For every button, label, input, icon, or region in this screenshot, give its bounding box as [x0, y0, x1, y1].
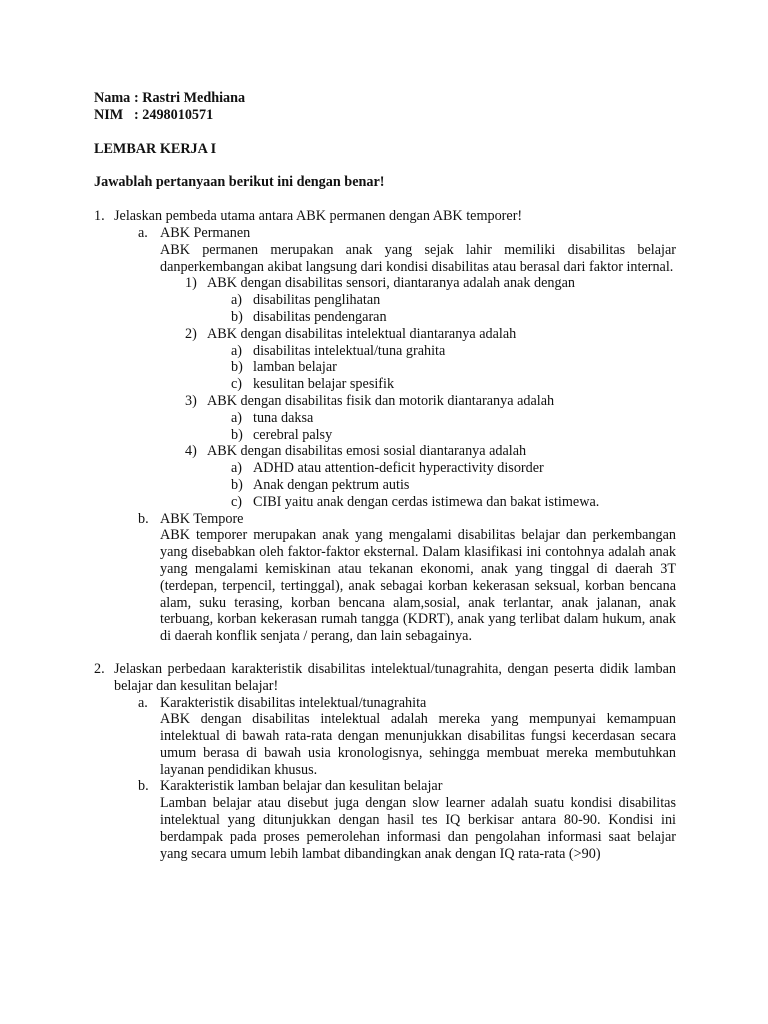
sub-item [94, 410, 676, 427]
sub-marker: a) [231, 292, 243, 309]
sub-marker: a) [231, 342, 243, 359]
sub-item [94, 292, 676, 309]
question-text: Jelaskan perbedaan karakteristik disabilitas intelektual/tunagrahita, dengan peserta didik lamban belajar dan kesulitan belajar! [114, 660, 676, 694]
sub-text: disabilitas pendengaran [253, 308, 387, 325]
section-title: Karakteristik lamban belajar dan kesulitan belajar [160, 778, 443, 795]
worksheet-title: LEMBAR KERJA I [94, 140, 217, 157]
section-marker: a. [138, 224, 148, 241]
sub-marker: b) [231, 308, 243, 325]
sub-item [94, 376, 676, 393]
item-marker: 2) [185, 325, 197, 342]
nim-label: NIM [94, 106, 124, 123]
sub-text: ADHD atau attention-deficit hyperactivity disorder [253, 460, 544, 477]
question-number: 1. [94, 208, 105, 225]
sub-item [94, 309, 676, 326]
section-title: ABK Tempore [160, 510, 244, 527]
sub-item [94, 494, 676, 511]
q2-a-paragraph: ABK dengan disabilitas intelektual adalah mereka yang mempunyai kemampuan intelektual di bawah rata-rata dengan menunjukkan disabilitas fungsi kecerdasan secara umum berasa di bawah usia kronologisnya, sehingga membuat mereka membutuhkan layanan pendidikan khusus. [160, 711, 676, 778]
question-2 [94, 661, 676, 695]
section-title: Karakteristik disabilitas intelektual/tunagrahita [160, 694, 427, 711]
q1-a-paragraph: ABK permanen merupakan anak yang sejak lahir memiliki disabilitas belajar danperkembangan akibat langsung dari kondisi disabilitas atau berasal dari faktor internal. [160, 241, 676, 275]
sub-text: disabilitas penglihatan [253, 292, 381, 309]
q2-section-a [94, 695, 676, 712]
q1-a-item-3 [94, 393, 676, 410]
section-marker: b. [138, 510, 149, 527]
sub-marker: a) [231, 409, 243, 426]
sub-marker: c) [231, 493, 243, 510]
sub-marker: b) [231, 476, 243, 493]
sub-item [94, 477, 676, 494]
sub-text: tuna daksa [253, 409, 314, 426]
sub-item [94, 343, 676, 360]
sub-item [94, 359, 676, 376]
sub-marker: b) [231, 426, 243, 443]
q1-section-a [94, 225, 676, 242]
section-title: ABK Permanen [160, 224, 251, 241]
item-text: ABK dengan disabilitas fisik dan motorik diantaranya adalah [207, 392, 555, 409]
section-marker: b. [138, 778, 149, 795]
sub-text: cerebral palsy [253, 426, 333, 443]
q2-b-paragraph: Lamban belajar atau disebut juga dengan slow learner adalah suatu kondisi disabilitas intelektual yang ditunjukkan dengan hasil tes IQ berkisar antara 80-90. Kondisi ini berdampak pada proses pemerolehan informasi dan pengolahan informasi saat belajar yang secara umum lebih lambat dibandingkan anak dengan IQ rata-rata (>90) [160, 795, 676, 862]
q1-a-item-4 [94, 443, 676, 460]
item-marker: 4) [185, 443, 197, 460]
sub-marker: a) [231, 460, 243, 477]
question-text: Jelaskan pembeda utama antara ABK permanen dengan ABK temporer! [114, 208, 523, 225]
sub-item [94, 427, 676, 444]
item-text: ABK dengan disabilitas sensori, diantaranya adalah anak dengan [207, 275, 575, 292]
sub-item [94, 460, 676, 477]
sub-marker: c) [231, 376, 243, 393]
sub-text: lamban belajar [253, 359, 337, 376]
sub-marker: b) [231, 359, 243, 376]
item-text: ABK dengan disabilitas intelektual diantaranya adalah [207, 325, 517, 342]
document-content [94, 90, 676, 862]
item-marker: 3) [185, 392, 197, 409]
q1-a-item-2 [94, 326, 676, 343]
sub-text: Anak dengan pektrum autis [253, 476, 410, 493]
question-number: 2. [94, 660, 105, 677]
q1-section-b [94, 511, 676, 528]
sub-text: CIBI yaitu anak dengan cerdas istimewa dan bakat istimewa. [253, 493, 600, 510]
sub-text: kesulitan belajar spesifik [253, 376, 395, 393]
q1-b-paragraph: ABK temporer merupakan anak yang mengalami disabilitas belajar dan perkembangan yang disebabkan oleh faktor-faktor eksternal. Dalam klasifikasi ini contohnya adalah anak yang mengalami kemiskinan atau tekanan ekonomi, anak yang tinggal di daerah 3T (terdepan, terpencil, tertinggal), anak sebagai korban kekerasan seksual, korban bencana alam, suku terasing, korban bencana alam,sosial, anak terlantar, anak jalanan, anak terbuang, korban kekerasan rumah tangga (KDRT), anak yang terlibat dalam hukum, anak di daerah konflik senjata / perang, dan lain sebagainya. [160, 527, 676, 645]
question-1 [94, 208, 676, 225]
item-marker: 1) [185, 275, 197, 292]
q2-section-b [94, 778, 676, 795]
name-label: Nama [94, 90, 131, 106]
q1-a-item-1 [94, 275, 676, 292]
section-marker: a. [138, 694, 148, 711]
instruction: Jawablah pertanyaan berikut ini dengan benar! [94, 174, 385, 191]
student-name-line [94, 90, 676, 107]
name-value: : Rastri Medhiana [134, 90, 246, 106]
student-nim-line [94, 107, 676, 124]
nim-value: : 2498010571 [134, 106, 214, 123]
sub-text: disabilitas intelektual/tuna grahita [253, 342, 446, 359]
item-text: ABK dengan disabilitas emosi sosial diantaranya adalah [207, 443, 527, 460]
